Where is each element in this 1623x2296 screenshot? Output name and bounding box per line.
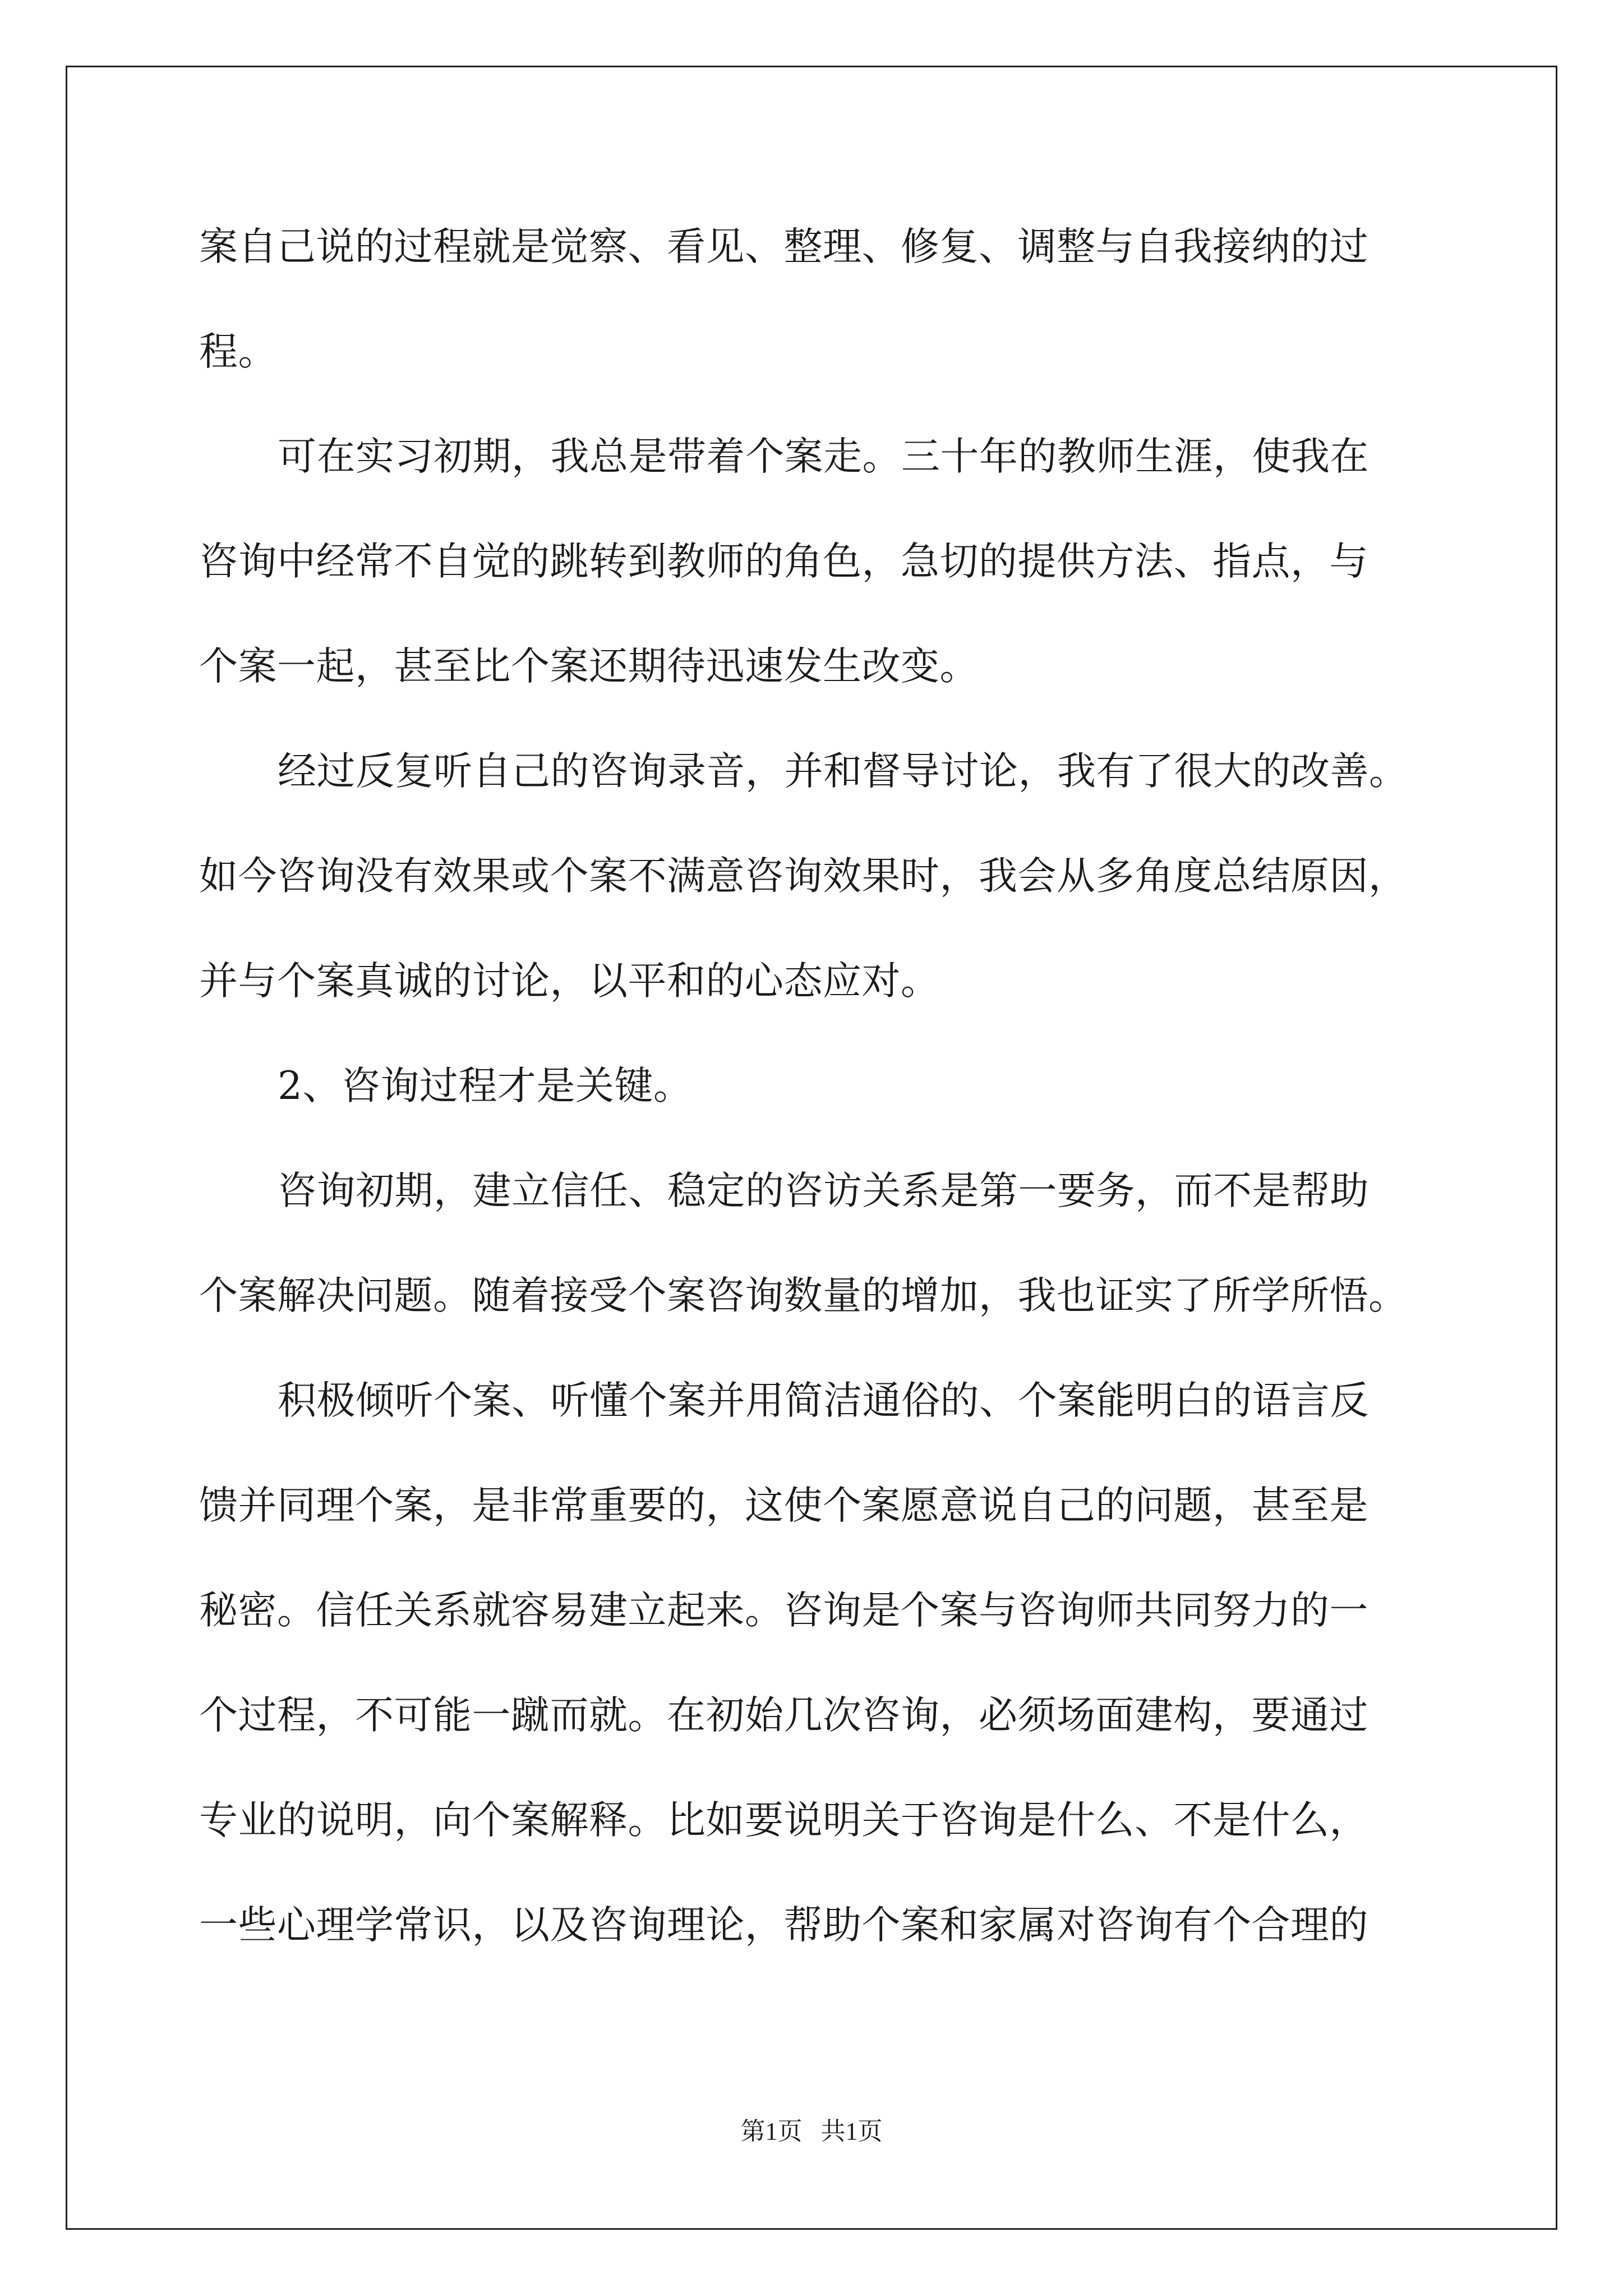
paragraph-first-line: 咨询初期，建立信任、稳定的咨访关系是第一要务，而不是帮助 bbox=[278, 1168, 1369, 1213]
text-line: 咨询中经常不自觉的跳转到教师的角色，急切的提供方法、指点，与 bbox=[199, 539, 1368, 584]
paragraph-first-line: 可在实习初期，我总是带着个案走。三十年的教师生涯，使我在 bbox=[278, 434, 1369, 479]
text-line: 秘密。信任关系就容易建立起来。咨询是个案与咨询师共同努力的一 bbox=[199, 1588, 1368, 1633]
section-heading: 2、咨询过程才是关键。 bbox=[278, 1064, 693, 1108]
page-number-footer: 第1页 共1页 bbox=[740, 2118, 883, 2145]
text-line: 个过程，不可能一蹴而就。在初始几次咨询，必须场面建构，要通过 bbox=[199, 1693, 1368, 1738]
text-line: 并与个案真诚的讨论，以平和的心态应对。 bbox=[199, 959, 940, 1004]
text-line: 个案一起，甚至比个案还期待迅速发生改变。 bbox=[199, 644, 979, 689]
text-line: 馈并同理个案，是非常重要的，这使个案愿意说自己的问题，甚至是 bbox=[199, 1483, 1368, 1528]
text-line: 如今咨询没有效果或个案不满意咨询效果时，我会从多角度总结原因， bbox=[199, 854, 1408, 899]
text-line: 个案解决问题。随着接受个案咨询数量的增加，我也证实了所学所悟。 bbox=[199, 1273, 1408, 1318]
paragraph-first-line: 经过反复听自己的咨询录音，并和督导讨论，我有了很大的改善。 bbox=[278, 749, 1408, 794]
text-line: 程。 bbox=[199, 329, 277, 374]
text-line: 一些心理学常识，以及咨询理论，帮助个案和家属对咨询有个合理的 bbox=[199, 1903, 1368, 1948]
paragraph-first-line: 积极倾听个案、听懂个案并用简洁通俗的、个案能明白的语言反 bbox=[278, 1378, 1369, 1423]
text-line: 案自己说的过程就是觉察、看见、整理、修复、调整与自我接纳的过 bbox=[199, 224, 1368, 269]
text-line: 专业的说明，向个案解释。比如要说明关于咨询是什么、不是什么， bbox=[199, 1798, 1368, 1843]
